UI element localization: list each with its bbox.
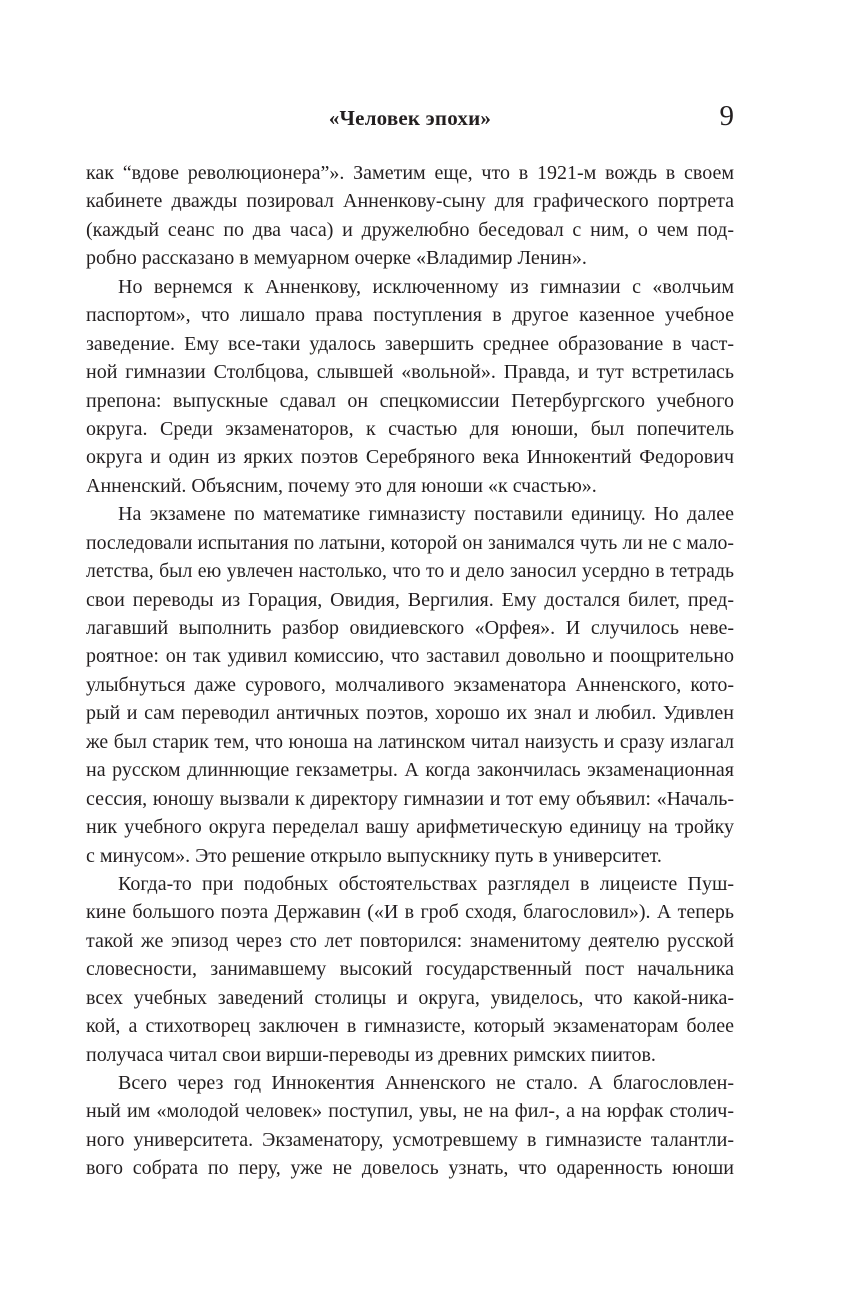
text-line: вого собрата по перу, уже не довелось узнать, что одаренность юноши (86, 1157, 734, 1180)
text-line: (каждый сеанс по два часа) и дружелюбно беседовал с ним, о чем под- (86, 218, 734, 241)
text-line: получаса читал свои вирши-переводы из древних римских пиитов. (86, 1043, 656, 1066)
text-line: словесности, занимавшему высокий государственный пост начальника (86, 958, 734, 981)
text-line: сессия, юношу вызвали к директору гимназии и тот ему объявил: «Началь- (86, 787, 734, 810)
text-line: ного университета. Экзаменатору, усмотревшему в гимназисте талантли- (86, 1128, 734, 1151)
text-line: всех учебных заведений столицы и округа, увиделось, что какой-ника- (86, 986, 734, 1009)
text-line: такой же эпизод через сто лет повторился: знаменитому деятелю русской (86, 929, 734, 952)
text-line: Всего через год Иннокентия Анненского не стало. А благословлен- (118, 1072, 734, 1094)
text-line: паспортом», что лишало права поступления в другое казенное учебное (86, 304, 734, 327)
text-line: Когда-то при подобных обстоятельствах разглядел в лицеисте Пуш- (118, 872, 734, 895)
text-line: робно рассказано в мемуарном очерке «Владимир Ленин». (86, 247, 587, 270)
text-line: рый и сам переводил античных поэтов, хорошо их знал и любил. Удивлен (86, 702, 734, 725)
text-line: свои переводы из Горация, Овидия, Вергилия. Ему достался билет, пред- (86, 588, 734, 611)
text-line: на русском длиннющие гекзаметры. А когда закончилась экзаменационная (86, 759, 734, 782)
page-number: 9 (719, 100, 734, 132)
text-line: роятное: он так удивил комиссию, что заставил довольно и поощрительно (86, 645, 734, 668)
running-head (86, 100, 734, 138)
text-line: кабинете дважды позировал Анненкову-сыну для графического портрета (86, 190, 734, 213)
body-text (86, 159, 734, 1183)
running-title: «Человек эпохи» (328, 106, 492, 130)
text-line: улыбнуться даже сурового, молчаливого экзаменатора Анненского, кото- (86, 673, 734, 696)
text-line: как “вдове революционера”». Заметим еще, что в 1921-м вождь в своем (86, 162, 734, 184)
text-line: же был старик тем, что юноша на латинском читал наизусть и сразу излагал (86, 730, 734, 753)
text-line: ной гимназии Столбцова, слывшей «вольной». Правда, и тут встретилась (86, 361, 734, 384)
text-line: последовали испытания по латыни, которой он занимался чуть ли не с мало- (86, 531, 734, 554)
text-line: препона: выпускные сдавал он спецкомиссии Петербургского учебного (86, 389, 734, 412)
text-line: летства, был ею увлечен настолько, что то и дело заносил усердно в тетрадь (86, 560, 734, 583)
text-line: кине большого поэта Державин («И в гроб сходя, благословил»). А теперь (86, 901, 734, 924)
text-line: кой, а стихотворец заключен в гимназисте, который экзаменаторам более (86, 1015, 734, 1038)
text-line: округа. Среди экзаменаторов, к счастью для юноши, был попечитель (86, 417, 734, 440)
text-line: Анненский. Объясним, почему это для юноши «к счастью». (86, 474, 597, 497)
text-line: округа и один из ярких поэтов Серебряного века Иннокентий Федорович (86, 446, 734, 469)
text-line: лагавший выполнить разбор овидиевского «Орфея». И случилось неве- (86, 617, 734, 639)
text-line: На экзамене по математике гимназисту поставили единицу. Но далее (118, 503, 734, 526)
text-line: с минусом». Это решение открыло выпускнику путь в университет. (86, 844, 662, 867)
text-line: ный им «молодой человек» поступил, увы, не на фил-, а на юрфак столич- (86, 1100, 734, 1123)
text-line: Но вернемся к Анненкову, исключенному из гимназии с «волчьим (118, 275, 734, 298)
text-line: заведение. Ему все-таки удалось завершить среднее образование в част- (86, 332, 734, 355)
text-line: ник учебного округа переделал вашу арифметическую единицу на тройку (86, 816, 734, 839)
